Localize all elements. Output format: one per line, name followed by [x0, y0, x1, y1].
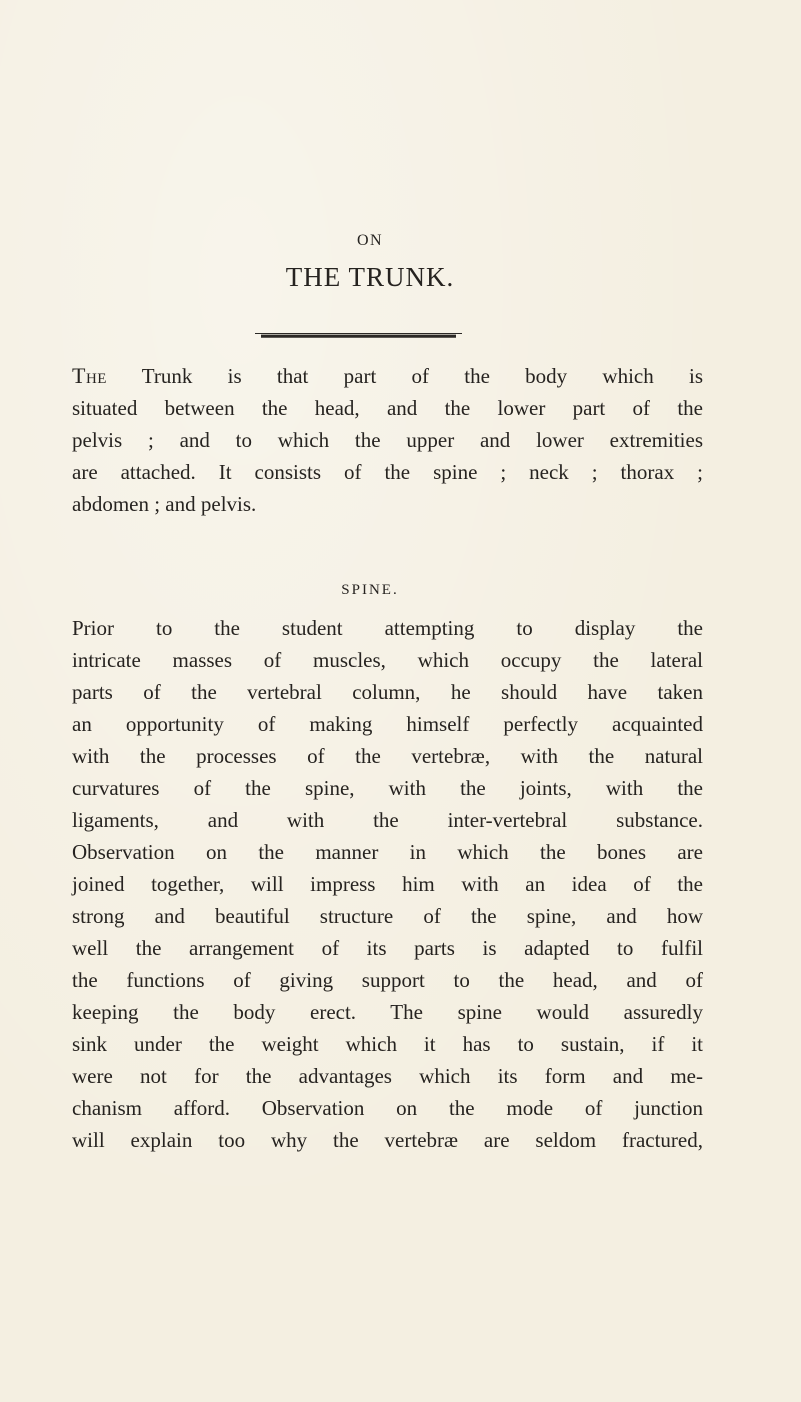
body-line: with the processes of the vertebræ, with the natural [72, 744, 703, 768]
intro-paragraph [40, 360, 703, 520]
intro-line: situated between the head, and the lower part of the [72, 396, 703, 420]
chapter-kicker: ON [356, 232, 384, 249]
intro-line [40, 360, 703, 392]
body-line: the functions of giving support to the head, and of [72, 968, 703, 992]
title-rule-graphic [255, 332, 462, 339]
body-line: intricate masses of muscles, which occupy the lateral [72, 648, 703, 672]
body-line: sink under the weight which it has to sustain, if it [72, 1032, 703, 1056]
intro-line: are attached. It consists of the spine ; neck ; thorax ; [72, 460, 703, 484]
body-line: ligaments, and with the inter-vertebral substance. [72, 808, 703, 832]
body-line: keeping the body erect. The spine would assuredly [72, 1000, 703, 1024]
title-rule [255, 332, 462, 339]
body-line: joined together, will impress him with an idea of the [72, 872, 703, 896]
intro-line-text: Trunk is that part of the body which is [106, 364, 703, 388]
body-line: well the arrangement of its parts is adapted to fulfil [72, 936, 703, 960]
body-line: parts of the vertebral column, he should have taken [72, 680, 703, 704]
body-paragraph [40, 612, 703, 1156]
body-line: curvatures of the spine, with the joints, with the [72, 776, 703, 800]
body-line: Prior to the student attempting to display the [72, 616, 703, 640]
body-line: will explain too why the vertebræ are seldom fractured, [72, 1128, 703, 1152]
section-heading: SPINE. [341, 582, 399, 598]
body-line: chanism afford. Observation on the mode of junction [72, 1096, 703, 1120]
intro-line: abdomen ; and pelvis. [72, 492, 257, 516]
intro-lead: The [72, 363, 107, 388]
chapter-title: THE TRUNK. [285, 262, 455, 292]
body-line: Observation on the manner in which the bones are [72, 840, 703, 864]
body-line: strong and beautiful structure of the spine, and how [72, 904, 703, 928]
body-line: an opportunity of making himself perfectly acquainted [72, 712, 703, 736]
body-line: were not for the advantages which its form and me- [72, 1064, 703, 1088]
intro-line: pelvis ; and to which the upper and lower extremities [72, 428, 703, 452]
